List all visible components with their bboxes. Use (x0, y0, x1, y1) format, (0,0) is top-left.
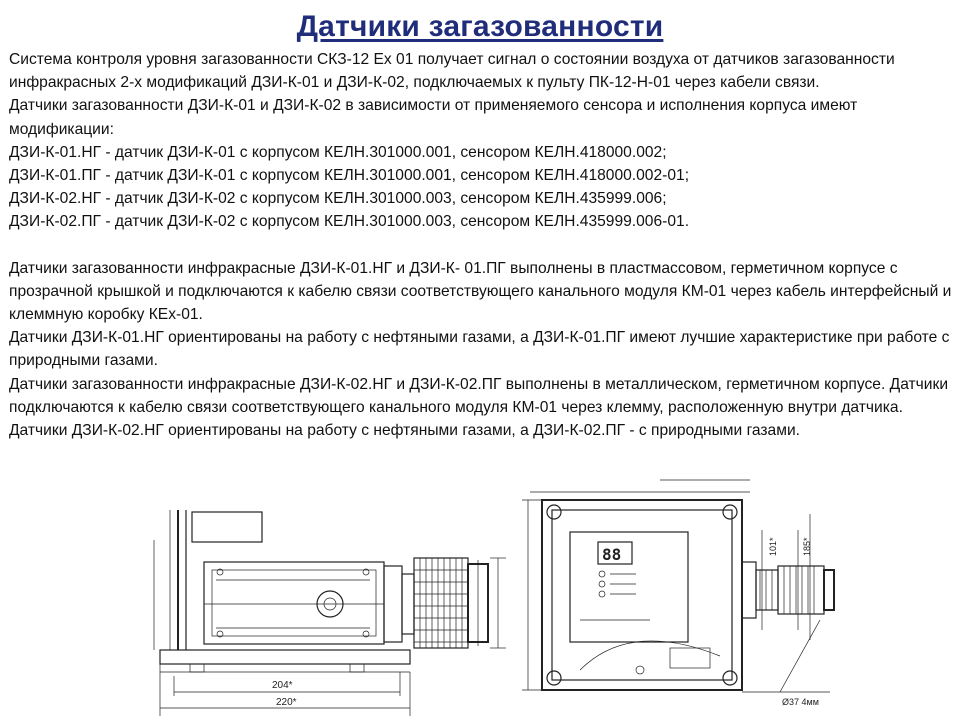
paragraph-dzi-k-01-gases: Датчики ДЗИ-К-01.НГ ориентированы на работу с нефтяными газами, а ДЗИ-К-01.ПГ имеют лучшие характеристике при работе с природными газами. (9, 329, 950, 370)
sensor-drawing-left (150, 500, 510, 720)
body-text (9, 48, 954, 442)
dimension-label: Ø37 4мм (782, 697, 819, 707)
page-title: Датчики загазованности (296, 10, 664, 43)
paragraph-modifications: Датчики загазованности ДЗИ-К-01 и ДЗИ-К-02 в зависимости от применяемого сенсора и исполнения корпуса имеют модификации: (9, 97, 858, 138)
modification-item: ДЗИ-К-02.ПГ - датчик ДЗИ-К-02 с корпусом КЕЛН.301000.003, сенсором КЕЛН.435999.006-01. (9, 213, 690, 231)
dimension-label: 101* (768, 537, 778, 556)
paragraph-dzi-k-02: Датчики загазованности инфракрасные ДЗИ-К-02.НГ и ДЗИ-К-02.ПГ выполнены в металлическом, герметичном корпусе. Датчики подключаются к кабелю связи соответствующего канального модуля КМ-01 через клемму, расположенную внутри датчика. Датчики ДЗИ-К-02.НГ ориентированы на работу с нефтяными газами, а ДЗИ-К-02.ПГ - с природными газами. (9, 375, 949, 440)
display-readout: 88 (602, 545, 622, 564)
paragraph-intro: Система контроля уровня загазованности СКЗ-12 Ех 01 получает сигнал о состоянии воздуха от датчиков загазованности инфракрасных 2-х модификаций ДЗИ-К-01 и ДЗИ-К-02, подключаемых к пульту ПК-12-Н-01 через кабели связи. (9, 51, 895, 92)
modification-item: ДЗИ-К-02.НГ - датчик ДЗИ-К-02 с корпусом КЕЛН.301000.003, сенсором КЕЛН.435999.006; (9, 190, 667, 208)
sensor-drawing-right (520, 470, 838, 718)
dimension-label: 220* (276, 697, 297, 708)
dimension-label: 204* (272, 680, 293, 691)
paragraph-dzi-k-01-housing: Датчики загазованности инфракрасные ДЗИ-К-01.НГ и ДЗИ-К- 01.ПГ выполнены в пластмассовом, герметичном корпусе с прозрачной крышкой и подключаются к кабелю связи соответствующего канального модуля КМ-01 через кабель интерфейсный и клеммную коробку КЕх-01. (9, 259, 952, 324)
dimension-label: 185* (802, 537, 812, 556)
modification-item: ДЗИ-К-01.ПГ - датчик ДЗИ-К-01 с корпусом КЕЛН.301000.001, сенсором КЕЛН.418000.002-01; (9, 167, 690, 185)
modification-item: ДЗИ-К-01.НГ - датчик ДЗИ-К-01 с корпусом КЕЛН.301000.001, сенсором КЕЛН.418000.002; (9, 143, 667, 161)
